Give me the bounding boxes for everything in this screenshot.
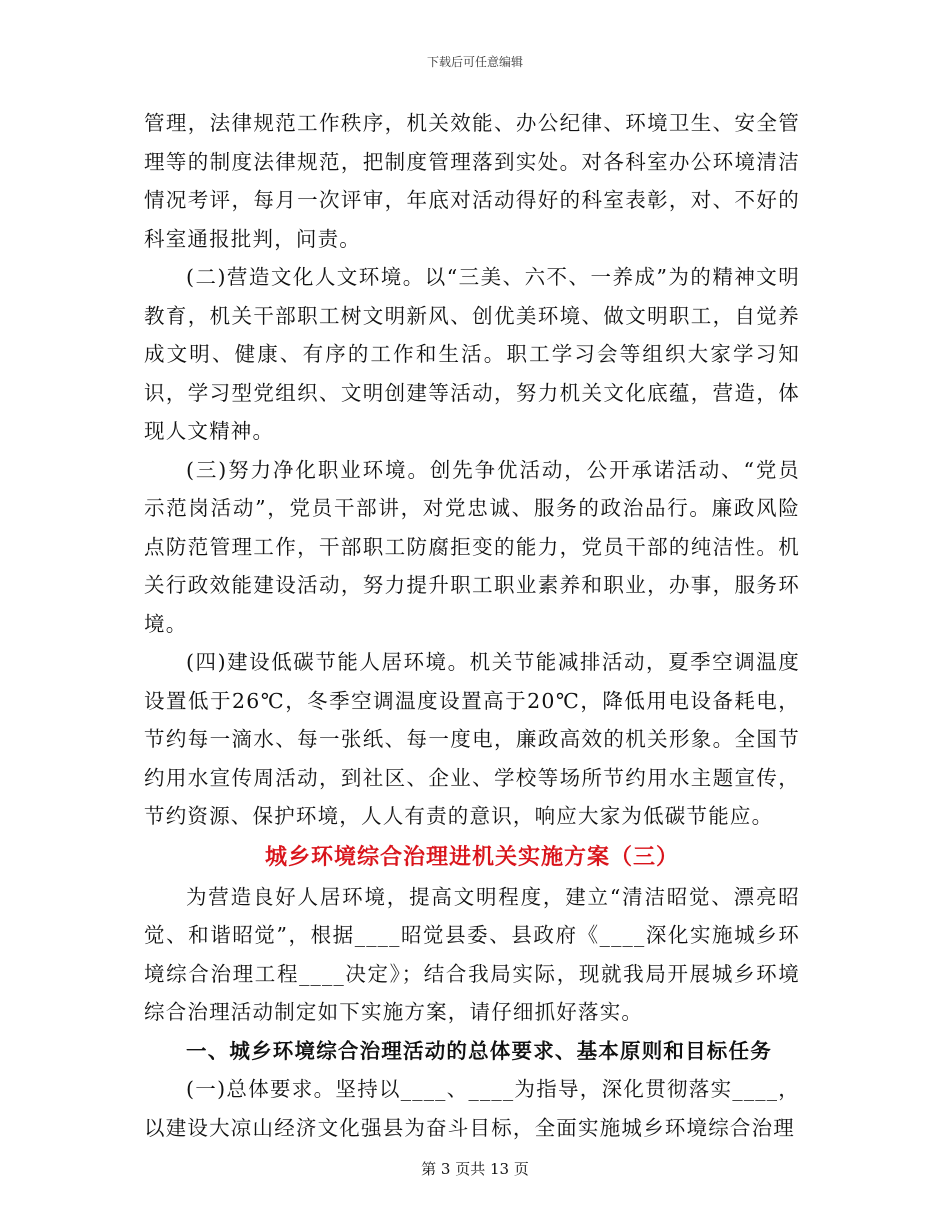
paragraph-2: (二)营造文化人文环境。以“三美、六不、一养成”为的精神文明教育，机关干部职工树文明新风、创优美环境、做文明职工，自觉养成文明、健康、有序的工作和生活。职工学习会等组织大家学习知识，学习型党组织、文明创建等活动，努力机关文化底蕴，营造，体现人文精神。 — [144, 265, 800, 443]
section-title: 城乡环境综合治理进机关实施方案（三） — [264, 843, 679, 870]
paragraph-4: (四)建设低碳节能人居环境。机关节能减排活动，夏季空调温度设置低于26℃，冬季空调温度设置高于20℃，降低用电设备耗电，节约每一滴水、每一张纸、每一度电，廉政高效的机关形象。全国节约用水宣传周活动，到社区、企业、学校等场所节约用水主题宣传，节约资源、保护环境，人人有责的意识，响应大家为低碳节能应。 — [144, 650, 800, 828]
paragraph-last: (一)总体要求。坚持以____、____为指导，深化贯彻落实____，以建设大凉山经济文化强县为奋斗目标，全面实施城乡环境综合治理 — [144, 1077, 800, 1140]
section-heading-1: 一、城乡环境综合治理活动的总体要求、基本原则和目标任务 — [186, 1038, 772, 1063]
paragraph-1: 管理，法律规范工作秩序，机关效能、办公纪律、环境卫生、安全管理等的制度法律规范，把制度管理落到实处。对各科室办公环境清洁情况考评，每月一次评审，年底对活动得好的科室表彰，对、不好的科室通报批判，问责。 — [144, 111, 800, 251]
page-footer: 第 3 页共 13 页 — [421, 1160, 529, 1178]
document-body — [144, 104, 800, 1147]
page-header: 下载后可任意编辑 — [426, 55, 523, 69]
intro-paragraph: 为营造良好人居环境，提高文明程度，建立“清洁昭觉、漂亮昭觉、和谐昭觉”，根据____昭觉县委、县政府《____深化实施城乡环境综合治理工程____决定》；结合我局实际，现就我局开展城乡环境综合治理活动制定如下实施方案，请仔细抓好落实。 — [144, 884, 800, 1024]
paragraph-3: (三)努力净化职业环境。创先争优活动，公开承诺活动、“党员示范岗活动”，党员干部讲，对党忠诚、服务的政治品行。廉政风险点防范管理工作，干部职工防腐拒变的能力，党员干部的纯洁性。机关行政效能建设活动，努力提升职工职业素养和职业，办事，服务环境。 — [144, 457, 800, 636]
